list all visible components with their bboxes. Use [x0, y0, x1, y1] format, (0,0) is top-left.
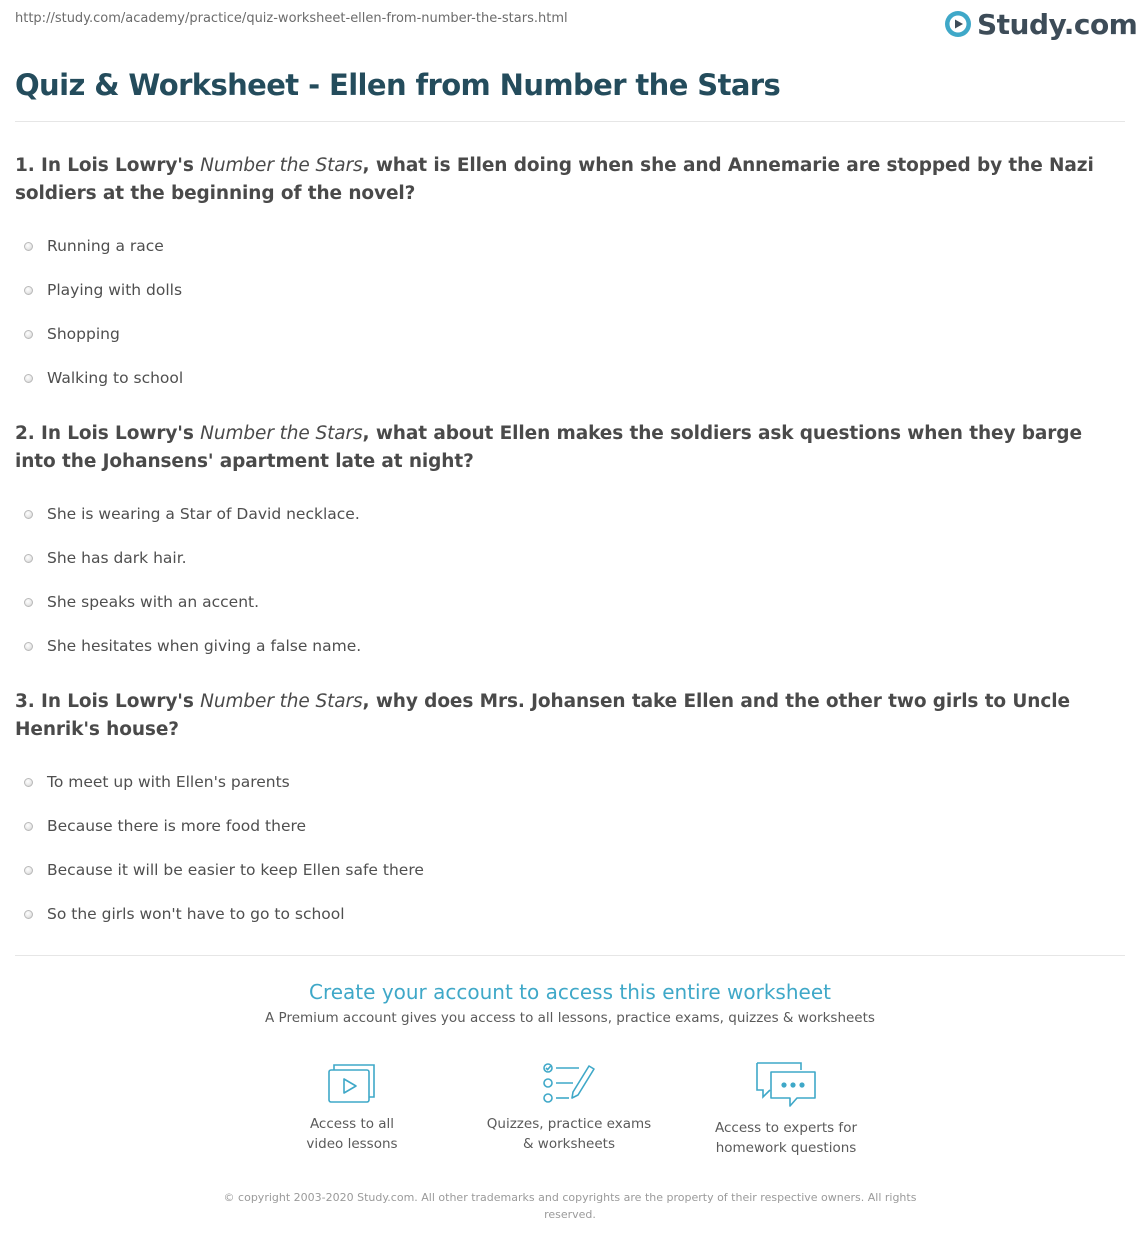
question-text: 3. In Lois Lowry's Number the Stars, why does Mrs. Johansen take Ellen and the other two girls to Uncle Henrik's house? [15, 691, 1070, 740]
video-lessons-icon [326, 1060, 378, 1106]
option-label: To meet up with Ellen's parents [47, 773, 290, 791]
answer-option[interactable] [15, 356, 1125, 400]
feature-experts [686, 1060, 886, 1158]
question-text: 1. In Lois Lowry's Number the Stars, what is Ellen doing when she and Annemarie are stopped by the Nazi soldiers at the beginning of the novel? [15, 155, 1094, 204]
answer-option[interactable] [15, 224, 1125, 268]
option-label: Walking to school [47, 369, 184, 387]
quiz-checklist-icon [541, 1060, 597, 1106]
answer-option[interactable] [15, 492, 1125, 536]
feature-label: Quizzes, practice exams [486, 1116, 652, 1132]
radio-button[interactable] [24, 242, 33, 251]
answer-option[interactable] [15, 312, 1125, 356]
radio-button[interactable] [24, 642, 33, 651]
feature-label: Access to experts for [714, 1120, 857, 1136]
option-label: Running a race [47, 237, 164, 255]
question-3 [15, 688, 1125, 936]
option-label: She has dark hair. [47, 549, 187, 567]
question-2 [15, 420, 1125, 668]
answer-option[interactable] [15, 624, 1125, 668]
answer-option[interactable] [15, 760, 1125, 804]
answer-option[interactable] [15, 804, 1125, 848]
radio-button[interactable] [24, 598, 33, 607]
answer-option[interactable] [15, 892, 1125, 936]
section-divider [15, 955, 1125, 956]
page-title: Quiz & Worksheet - Ellen from Number the Stars [15, 68, 781, 102]
answer-option[interactable] [15, 268, 1125, 312]
page-url: http://study.com/academy/practice/quiz-worksheet-ellen-from-number-the-stars.html [15, 11, 568, 26]
answer-options [15, 224, 1125, 400]
option-label: She hesitates when giving a false name. [47, 637, 362, 655]
question-1 [15, 152, 1125, 400]
study-logo[interactable] [944, 6, 1137, 42]
option-label: Playing with dolls [47, 281, 183, 299]
option-label: Because it will be easier to keep Ellen safe there [47, 861, 424, 879]
option-label: So the girls won't have to go to school [47, 905, 345, 923]
book-title: Number the Stars [200, 691, 363, 712]
answer-options [15, 760, 1125, 936]
header-divider [15, 121, 1125, 122]
radio-button[interactable] [24, 554, 33, 563]
book-title: Number the Stars [200, 155, 363, 176]
option-label: She speaks with an accent. [47, 593, 260, 611]
radio-button[interactable] [24, 866, 33, 875]
create-account-link[interactable]: Create your account to access this entire worksheet [309, 980, 831, 1004]
radio-button[interactable] [24, 510, 33, 519]
radio-button[interactable] [24, 374, 33, 383]
option-label: Because there is more food there [47, 817, 307, 835]
question-text: 2. In Lois Lowry's Number the Stars, what about Ellen makes the soldiers ask questions when they barge into the Johansens' apartment late at night? [15, 423, 1082, 472]
logo-text: Study.com [977, 7, 1138, 41]
copyright-notice: © copyright 2003-2020 Study.com. All other trademarks and copyrights are the property of their respective owners. All rights reserved. [223, 1191, 917, 1221]
radio-button[interactable] [24, 286, 33, 295]
book-title: Number the Stars [200, 423, 363, 444]
answer-options [15, 492, 1125, 668]
radio-button[interactable] [24, 910, 33, 919]
premium-description: A Premium account gives you access to all lessons, practice exams, quizzes & worksheets [265, 1010, 875, 1026]
radio-button[interactable] [24, 330, 33, 339]
feature-label: video lessons [306, 1136, 398, 1152]
answer-option[interactable] [15, 848, 1125, 892]
feature-label: homework questions [715, 1140, 857, 1156]
radio-button[interactable] [24, 822, 33, 831]
feature-label: Access to all [309, 1116, 395, 1132]
option-label: She is wearing a Star of David necklace. [47, 505, 360, 523]
feature-label: & worksheets [522, 1136, 615, 1152]
option-label: Shopping [47, 325, 120, 343]
answer-option[interactable] [15, 536, 1125, 580]
play-circle-icon [944, 10, 972, 38]
chat-bubbles-icon [754, 1060, 818, 1110]
radio-button[interactable] [24, 778, 33, 787]
answer-option[interactable] [15, 580, 1125, 624]
feature-video-lessons [252, 1060, 452, 1154]
feature-quizzes [469, 1060, 669, 1154]
